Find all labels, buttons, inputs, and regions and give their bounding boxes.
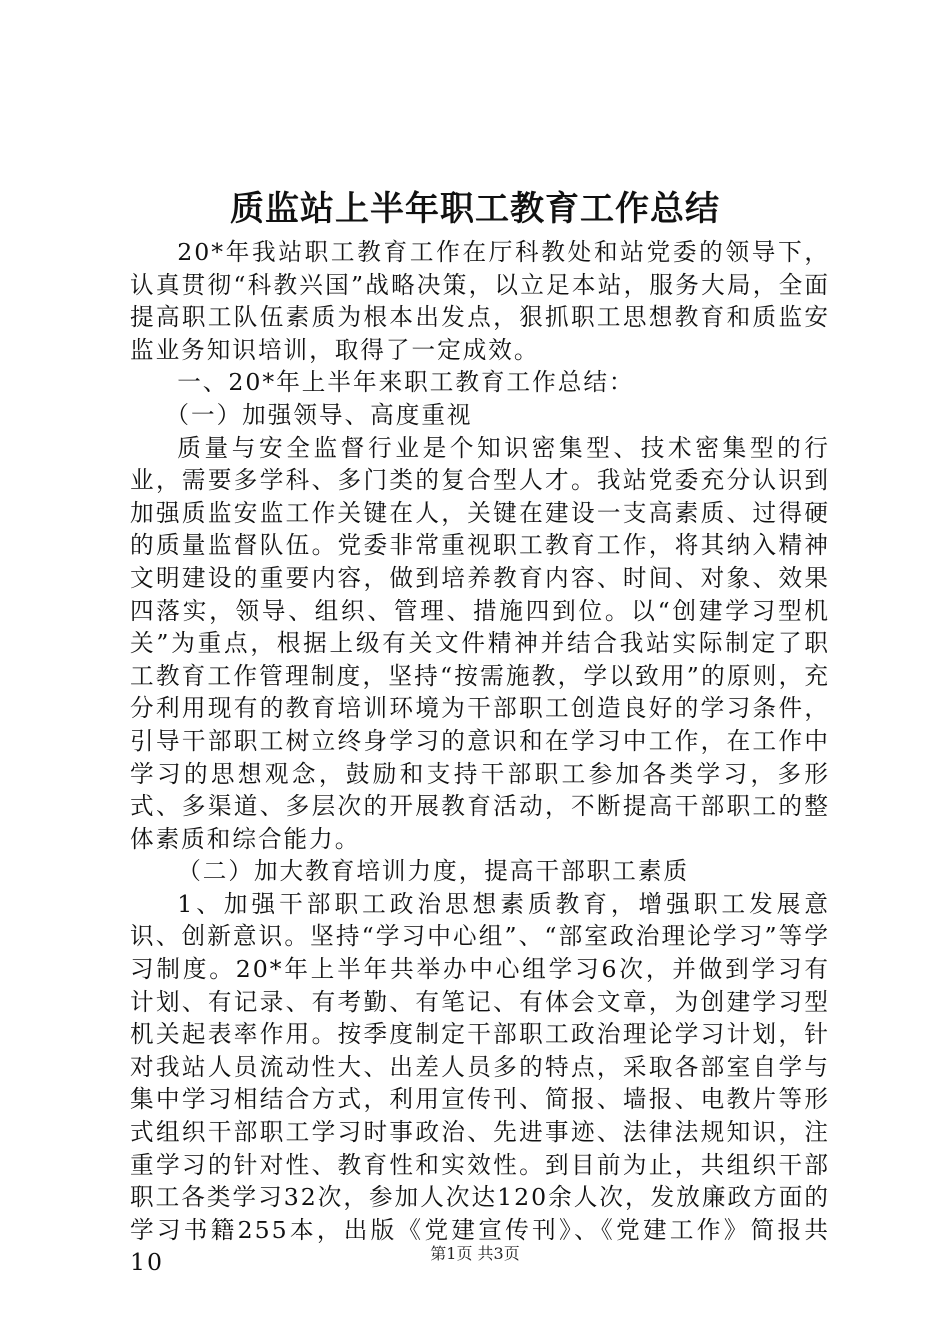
intro-paragraph: 20*年我站职工教育工作在厅科教处和站党委的领导下，认真贯彻“科教兴国”战略决策，以立足本站，服务大局，全面提高职工队伍素质为根本出发点，狠抓职工思想教育和质监安监业务知识培训，取得了一定成效。: [130, 238, 830, 364]
document-body: [130, 236, 830, 1279]
section-heading-1: 一、20*年上半年来职工教育工作总结：: [177, 368, 635, 397]
subsection-heading-1: （一）加强领导、高度重视: [165, 400, 473, 429]
body-paragraph-1: 质量与安全监督行业是个知识密集型、技术密集型的行业，需要多学科、多门类的复合型人才。我站党委充分认识到加强质监安监工作关键在人，关键在建设一支高素质、过得硬的质量监督队伍。党委非常重视职工教育工作，将其纳入精神文明建设的重要内容，做到培养教育内容、时间、对象、效果四落实，领导、组织、管理、措施四到位。以“创建学习型机关”为重点，根据上级有关文件精神并结合我站实际制定了职工教育工作管理制度，坚持“按需施教，学以致用”的原则，充分利用现有的教育培训环境为干部职工创造良好的学习条件，引导干部职工树立终身学习的意识和在学习中工作，在工作中学习的思想观念，鼓励和支持干部职工参加各类学习，多形式、多渠道、多层次的开展教育活动，不断提高干部职工的整体素质和综合能力。: [130, 433, 830, 853]
page-footer: 第1页 共3页: [430, 1244, 520, 1263]
body-paragraph-2: 1、加强干部职工政治思想素质教育，增强职工发展意识、创新意识。坚持“学习中心组”、“部室政治理论学习”等学习制度。20*年上半年共举办中心组学习6次，并做到学习有计划、有记录、有考勤、有笔记、有体会文章，为创建学习型机关起表率作用。按季度制定干部职工政治理论学习计划，针对我站人员流动性大、出差人员多的特点，采取各部室自学与集中学习相结合方式，利用宣传刊、简报、墙报、电教片等形式组织干部职工学习时事政治、先进事迹、法律法规知识，注重学习的针对性、教育性和实效性。到目前为止，共组织干部职工各类学习32次，参加人次达120余人次，发放廉政方面的学习书籍255本，出版《党建宣传刊》、《党建工作》简报共10: [130, 889, 830, 1277]
subsection-heading-2: （二）加大教育培训力度，提高干部职工素质: [177, 857, 690, 886]
document-title: 质监站上半年职工教育工作总结: [230, 189, 720, 229]
